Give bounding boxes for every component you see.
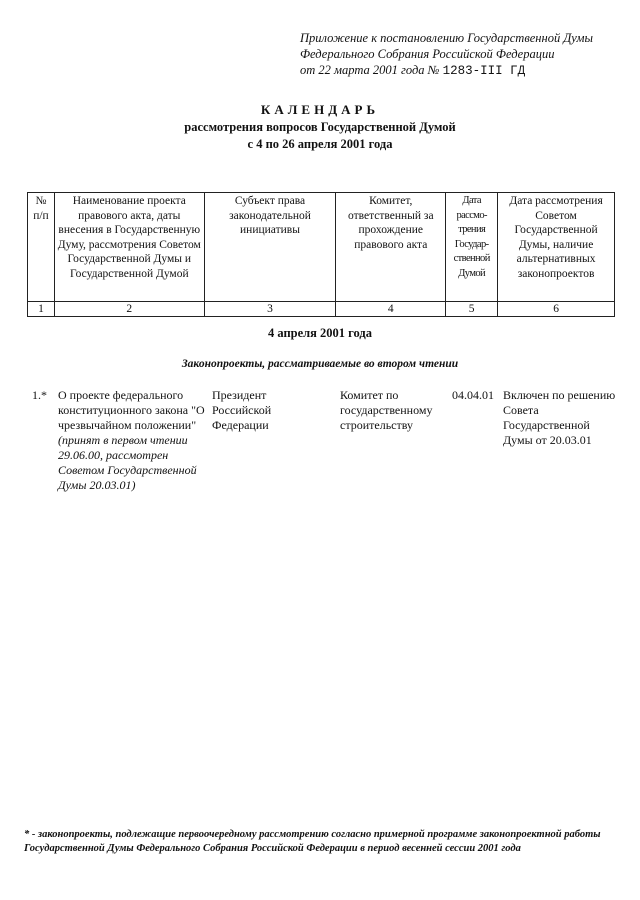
column-number: 5	[446, 302, 498, 317]
header-duma-date: Дата рассмо-трения Государ-ственной Думой	[446, 193, 498, 302]
document-title: КАЛЕНДАРЬ	[260, 102, 380, 117]
column-number: 6	[498, 302, 615, 317]
appendix-date: от 22 марта 2001 года №	[300, 63, 440, 77]
document-subtitle: рассмотрения вопросов Государственной Думой	[184, 120, 456, 134]
appendix-line-3	[300, 62, 630, 79]
footnote: * - законопроекты, подлежащие первоочередному рассмотрению согласно примерной программе законопроектной работы Государственной Думы Федерального Собрания Российской Федерации в период весенней сессии 2001 года	[24, 829, 601, 854]
appendix-line-1: Приложение к постановлению Государственной Думы	[300, 31, 593, 45]
resolution-number: 1283-III ГД	[442, 64, 526, 78]
item-note: (принят в первом чтении 29.06.00, рассмотрен Советом Государственной Думы 20.03.01)	[58, 433, 197, 492]
item-title: О проекте федерального конституционного закона "О чрезвычайном положении"	[58, 388, 205, 432]
item-date: 04.04.01	[452, 388, 494, 402]
column-number: 3	[204, 302, 336, 317]
column-number: 2	[54, 302, 204, 317]
column-number: 4	[336, 302, 446, 317]
date-heading: 4 апреля 2001 года	[267, 326, 373, 340]
section-heading: Законопроекты, рассматриваемые во втором чтении	[181, 358, 459, 370]
appendix-line-2: Федерального Собрания Российской Федерации	[300, 47, 555, 61]
header-council-date: Дата рассмотрения Советом Государственной Думы, наличие альтернативных законопроектов	[498, 193, 615, 302]
header-number: № п/п	[28, 193, 55, 302]
appendix-reference	[300, 30, 630, 79]
document-period: с 4 по 26 апреля 2001 года	[247, 137, 393, 151]
header-committee: Комитет, ответственный за прохождение правового акта	[336, 193, 446, 302]
item-subject: Президент Российской Федерации	[212, 388, 272, 432]
item-decision: Включен по решению Совета Государственной Думы от 20.03.01	[503, 388, 616, 447]
calendar-header-table	[27, 192, 615, 317]
table-column-numbers-row	[28, 302, 615, 317]
table-header-row	[28, 193, 615, 302]
item-number: 1.*	[32, 388, 47, 402]
column-number: 1	[28, 302, 55, 317]
header-initiative-subject: Субъект права законодательной инициативы	[204, 193, 336, 302]
item-title-block	[58, 388, 208, 493]
item-committee: Комитет по государственному строительству	[340, 388, 433, 432]
header-act-name: Наименование проекта правового акта, даты внесения в Государственную Думу, рассмотрения Советом Государственной Думы и Государственной Думой	[54, 193, 204, 302]
